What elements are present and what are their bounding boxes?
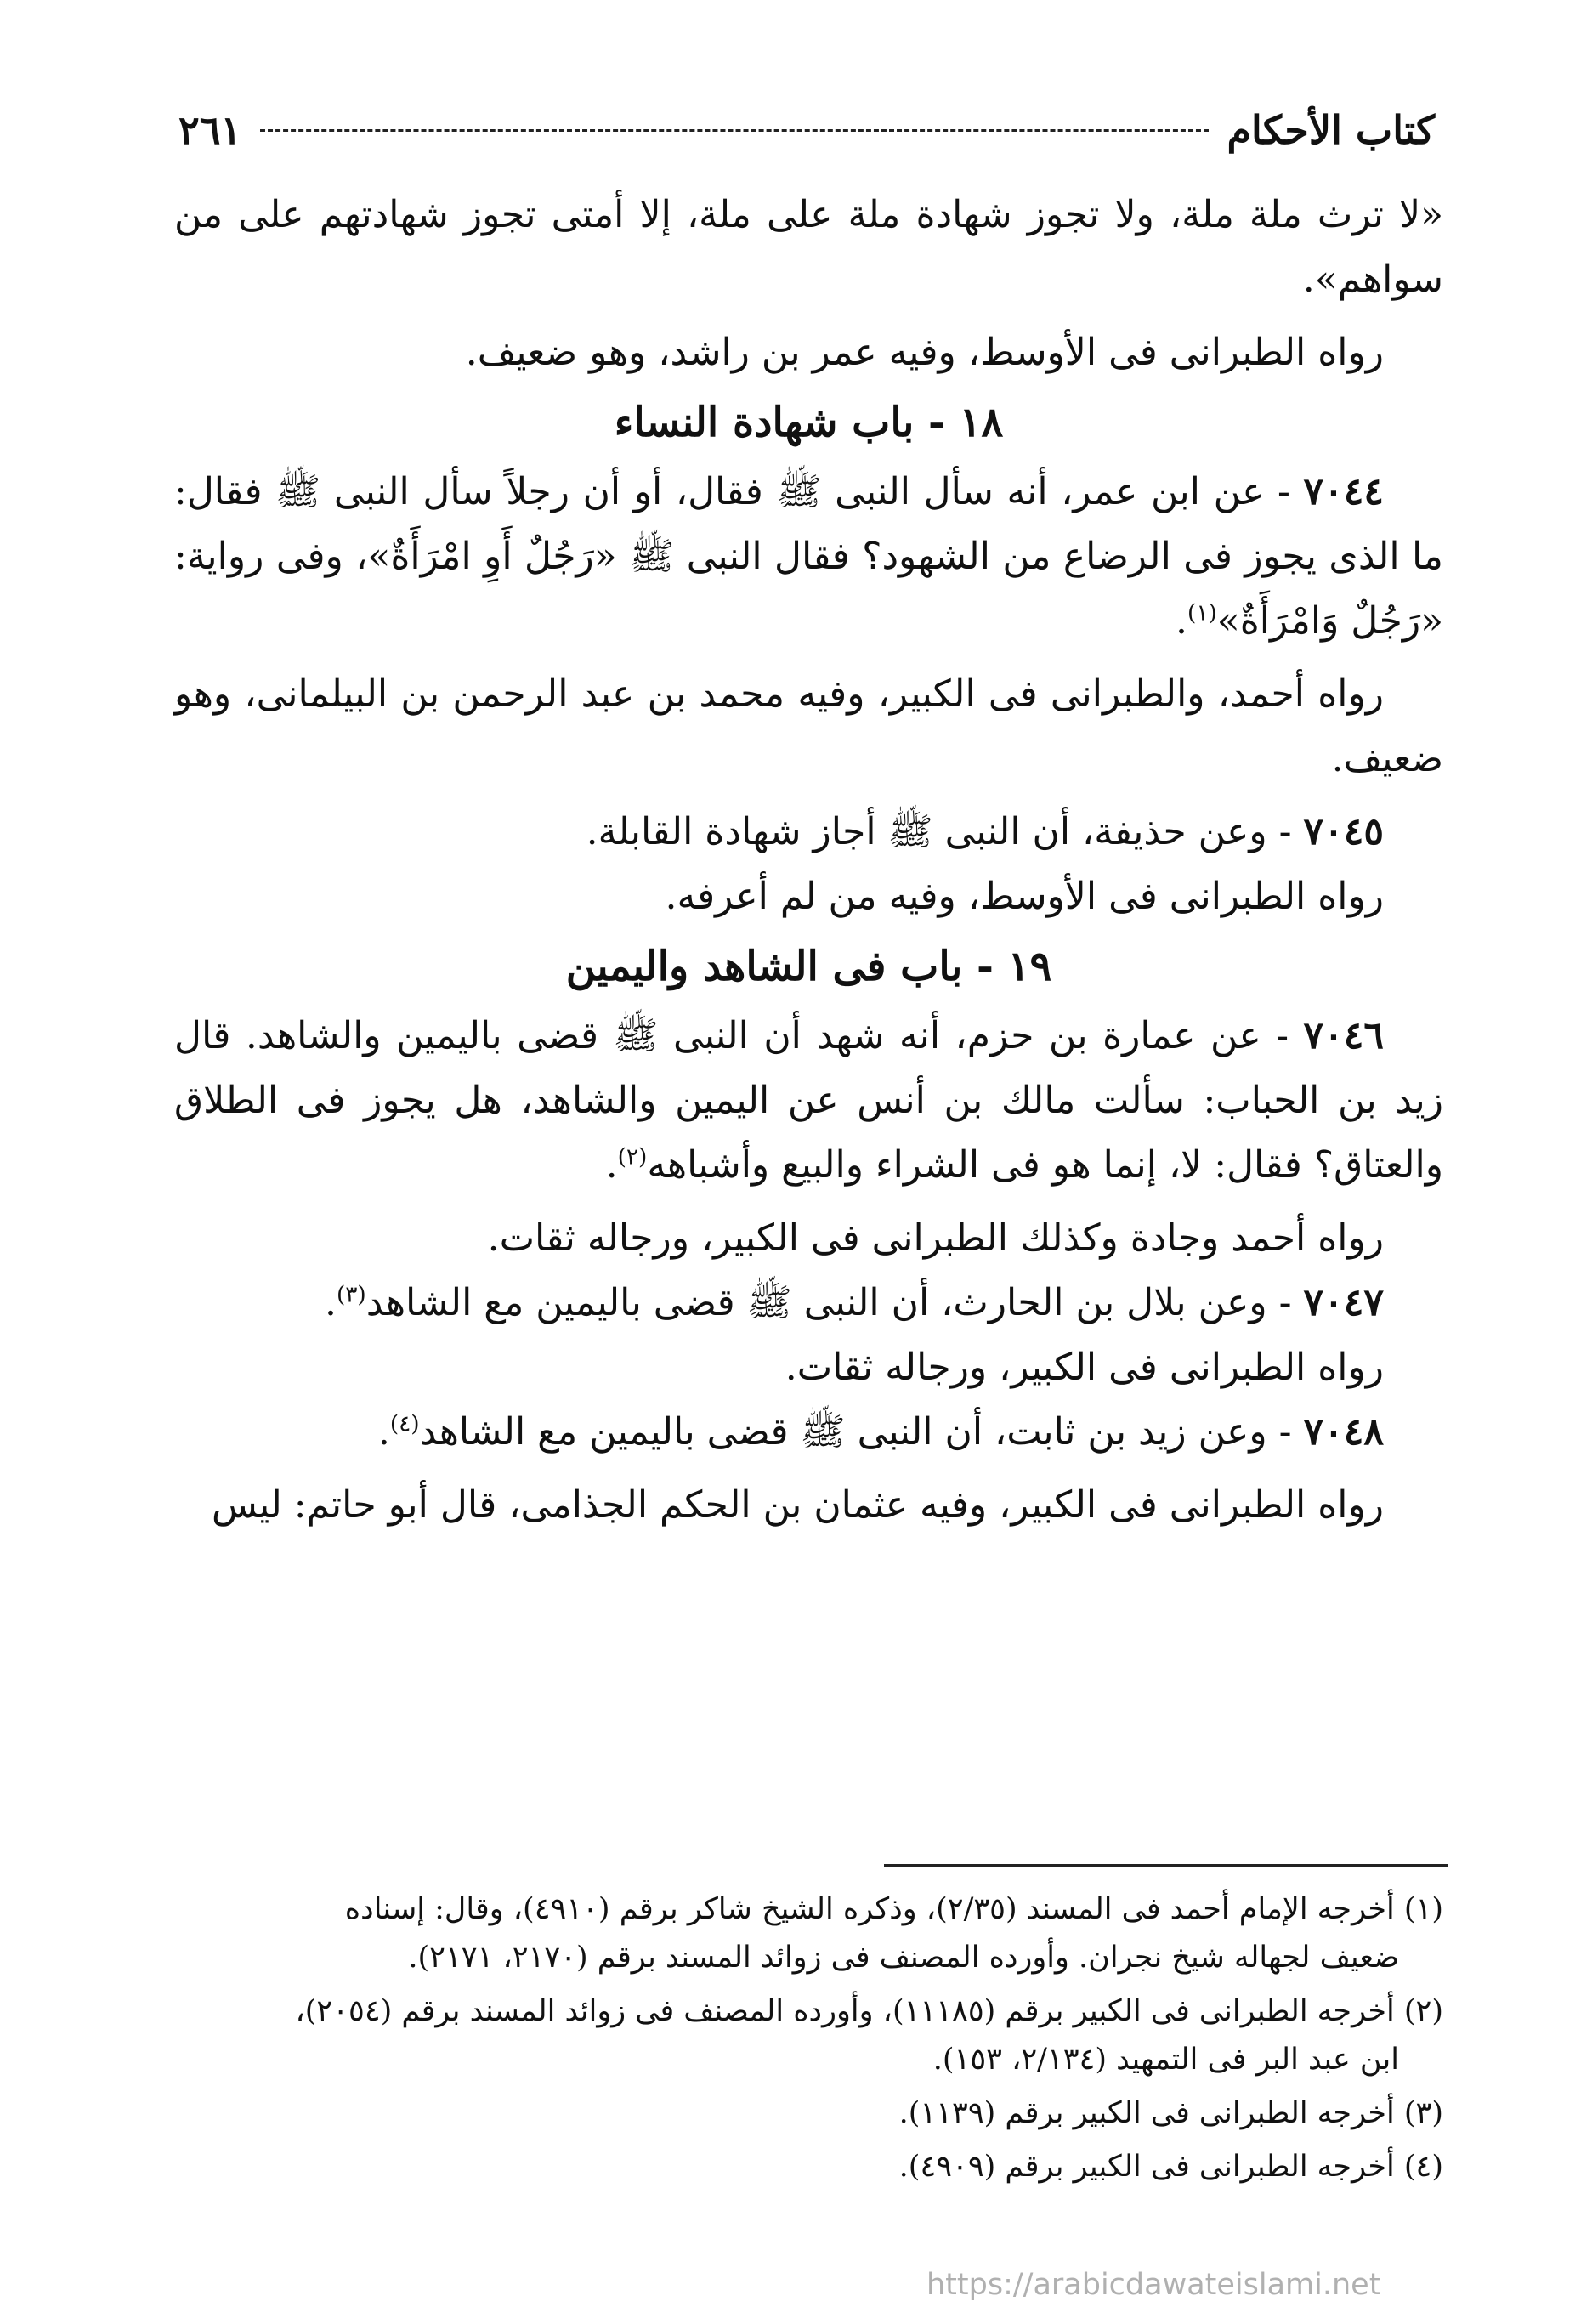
- footnote-ref: (٣): [336, 1281, 366, 1308]
- hadith-7045: [174, 800, 1443, 864]
- footnote-divider: [884, 1864, 1448, 1867]
- narration-note: رواه الطبرانى فى الأوسط، وفيه عمر بن راشد، وهو ضعيف.: [465, 331, 1384, 374]
- chapter-heading-19: ١٩ - باب فى الشاهد واليمين: [565, 943, 1052, 990]
- hadith-text: - عن ابن عمر، أنه سأل النبى ﷺ فقال، أو أن رجلاً سأل النبى ﷺ فقال: ما الذى يجوز فى الرضاع من الشهود؟ فقال النبى ﷺ «رَجُلٌ أَوِ امْرَأَةٌ»، وفى رواية: «رَجُلٌ وَامْرَأَةٌ»: [174, 470, 1443, 643]
- narration-note: رواه الطبرانى فى الكبير، ورجاله ثقات.: [785, 1346, 1384, 1389]
- hadith-number: ٧٠٤٦: [1303, 1014, 1384, 1057]
- narration-note: رواه أحمد وجادة وكذلك الطبرانى فى الكبير، ورجاله ثقات.: [487, 1216, 1384, 1260]
- hadith-text: - وعن حذيفة، أن النبى ﷺ أجاز شهادة القابلة.: [586, 810, 1304, 853]
- page-number: ٢٦١: [178, 107, 242, 153]
- narration-note: رواه الطبرانى فى الأوسط، وفيه من لم أعرفه.: [665, 875, 1384, 918]
- footnote-ref: (١): [1187, 599, 1217, 626]
- hadith-number: ٧٠٤٤: [1303, 470, 1384, 513]
- book-title: كتاب الأحكام: [1227, 107, 1435, 153]
- hadith-text: - وعن زيد بن ثابت، أن النبى ﷺ قضى باليمين مع الشاهد: [419, 1410, 1304, 1454]
- header-dashed-rule: [260, 129, 1208, 132]
- hadith-text: - وعن بلال بن الحارث، أن النبى ﷺ قضى باليمين مع الشاهد: [365, 1281, 1304, 1324]
- hadith-continuation: «لا ترث ملة ملة، ولا تجوز شهادة ملة على ملة، إلا أمتى تجوز شهادتهم على من سواهم».: [174, 193, 1443, 301]
- footnote-ref: (٤): [389, 1410, 420, 1437]
- footnote-line: ابن عبد البر فى التمهيد (٢/١٣٤، ١٥٣).: [932, 2043, 1399, 2077]
- footnote-line: ضعيف لجهاله شيخ نجران. وأورده المصنف فى زوائد المسند برقم (٢١٧٠، ٢١٧١).: [408, 1941, 1399, 1975]
- hadith-7044: ٧٠٤٤ - عن ابن عمر، أنه سأل النبى ﷺ فقال، أو أن رجلاً سأل النبى ﷺ فقال: ما الذى يجوز فى الرضاع من الشهود؟ فقال النبى ﷺ «رَجُلٌ أَوِ امْرَأَةٌ»، وفى رواية: «رَجُلٌ وَامْرَأَةٌ»$^{(١)}$.: [174, 470, 1443, 643]
- footnote-2: [166, 1987, 1443, 2084]
- hadith-7048: ٧٠٤٨ - وعن زيد بن ثابت، أن النبى ﷺ قضى باليمين مع الشاهد$^{(٤)}$.: [377, 1410, 1384, 1454]
- footnote-3: (٣) أخرجه الطبرانى فى الكبير برقم (١١٣٩).: [898, 2096, 1443, 2130]
- hadith-number: ٧٠٤٨: [1303, 1410, 1384, 1454]
- main-text: [174, 183, 1443, 1538]
- chapter-heading-18: ١٨ - باب شهادة النساء: [614, 399, 1004, 446]
- footnotes: [166, 1885, 1443, 2196]
- narration-note: رواه أحمد، والطبرانى فى الكبير، وفيه محمد بن عبد الرحمن بن البيلمانى، وهو ضعيف.: [174, 672, 1443, 780]
- narration-note: رواه الطبرانى فى الكبير، وفيه عثمان بن الحكم الجذامى، قال أبو حاتم: ليس: [211, 1483, 1384, 1527]
- watermark-url: https://arabicdawateislami.net: [926, 2268, 1381, 2302]
- footnote-ref: (٢): [617, 1143, 648, 1171]
- running-header: [178, 100, 1435, 160]
- hadith-number: ٧٠٤٧: [1303, 1281, 1384, 1324]
- footnote-line: (٢) أخرجه الطبرانى فى الكبير برقم (١١١٨٥)، وأورده المصنف فى زوائد المسند برقم (٢٠٥٤)،: [295, 1994, 1443, 2028]
- footnote-line: (١) أخرجه الإمام أحمد فى المسند (٢/٣٥)، وذكره الشيخ شاكر برقم (٤٩١٠)، وقال: إسناده: [344, 1892, 1443, 1926]
- hadith-7046: ٧٠٤٦ - عن عمارة بن حزم، أنه شهد أن النبى ﷺ قضى باليمين والشاهد. قال زيد بن الحباب: سألت مالك بن أنس عن اليمين والشاهد، هل يجوز فى الطلاق والعتاق؟ فقال: لا، إنما هو فى الشراء والبيع وأشباهه$^{(٢)}$.: [174, 1014, 1443, 1187]
- footnote-1: [166, 1885, 1443, 1982]
- hadith-number: ٧٠٤٥: [1303, 810, 1384, 853]
- footnote-4: (٤) أخرجه الطبرانى فى الكبير برقم (٤٩٠٩).: [898, 2150, 1443, 2184]
- hadith-7047: ٧٠٤٧ - وعن بلال بن الحارث، أن النبى ﷺ قضى باليمين مع الشاهد$^{(٣)}$.: [324, 1281, 1384, 1324]
- hadith-text: - عن عمارة بن حزم، أنه شهد أن النبى ﷺ قضى باليمين والشاهد. قال زيد بن الحباب: سألت مالك بن أنس عن اليمين والشاهد، هل يجوز فى الطلاق والعتاق؟ فقال: لا، إنما هو فى الشراء والبيع وأشباهه: [174, 1014, 1443, 1187]
